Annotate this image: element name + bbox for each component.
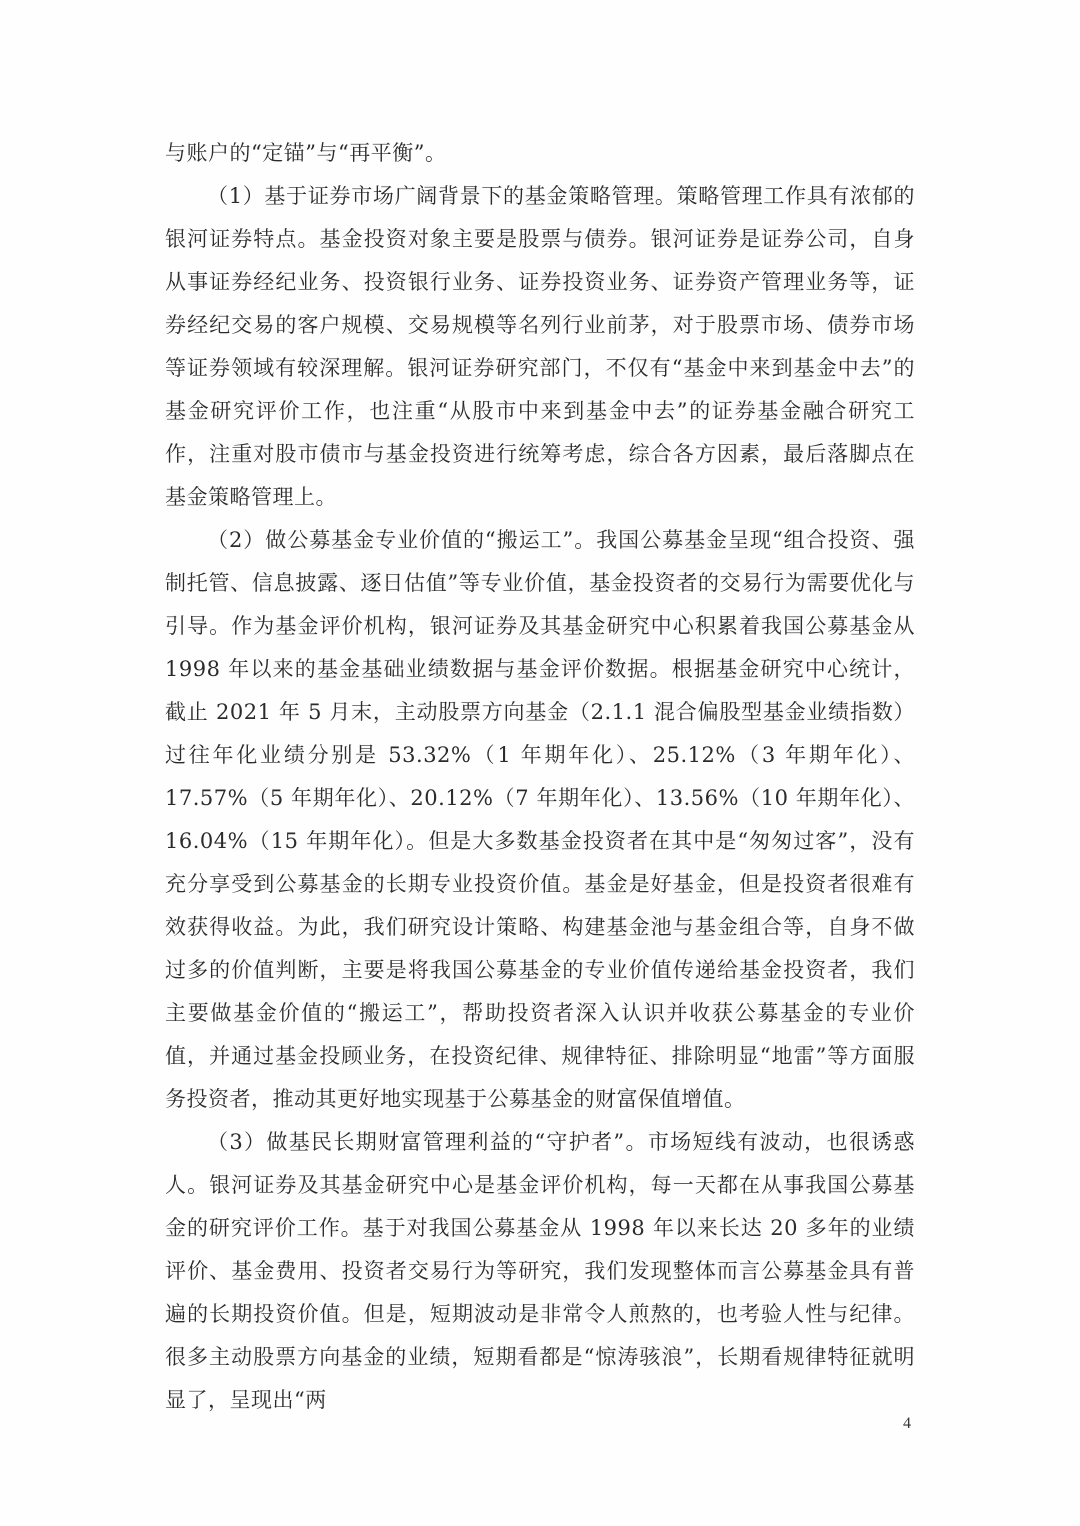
page-number: 4 xyxy=(903,1415,911,1432)
paragraph-strategy-management: （1）基于证券市场广阔背景下的基金策略管理。策略管理工作具有浓郁的银河证券特点。基金投资对象主要是股票与债券。银河证券是证券公司，自身从事证券经纪业务、投资银行业务、证券投资业务、证券资产管理业务等，证券经纪交易的客户规模、交易规模等名列行业前茅，对于股票市场、债券市场等证券领域有较深理解。银河证券研究部门，不仅有“基金中来到基金中去”的基金研究评价工作，也注重“从股市中来到基金中去”的证券基金融合研究工作，注重对股市债市与基金投资进行统筹考虑，综合各方因素，最后落脚点在基金策略管理上。 xyxy=(165,184,915,509)
paragraph-guardian: （3）做基民长期财富管理利益的“守护者”。市场短线有波动，也很诱惑人。银河证券及其基金研究中心是基金评价机构，每一天都在从事我国公募基金的研究评价工作。基于对我国公募基金从 1998 年以来长达 20 多年的业绩评价、基金费用、投资者交易行为等研究，我们发现整体而言公募基金具有普遍的长期投资价值。但是，短期波动是非常令人煎熬的，也考验人性与纪律。很多主动股票方向基金的业绩，短期看都是“惊涛骇浪”，长期看规律特征就明显了，呈现出“两 xyxy=(165,1130,915,1412)
paragraph-value-porter: （2）做公募基金专业价值的“搬运工”。我国公募基金呈现“组合投资、强制托管、信息披露、逐日估值”等专业价值，基金投资者的交易行为需要优化与引导。作为基金评价机构，银河证券及其基金研究中心积累着我国公募基金从 1998 年以来的基金基础业绩数据与基金评价数据。根据基金研究中心统计，截止 2021 年 5 月末，主动股票方向基金（2.1.1 混合偏股型基金业绩指数）过往年化业绩分别是 53.32%（1 年期年化）、25.12%（3 年期年化）、17.57%（5 年期年化）、20.12%（7 年期年化）、13.56%（10 年期年化）、16.04%（15 年期年化）。但是大多数基金投资者在其中是“匆匆过客”，没有充分享受到公募基金的长期专业投资价值。基金是好基金，但是投资者很难有效获得收益。为此，我们研究设计策略、构建基金池与基金组合等，自身不做过多的价值判断，主要是将我国公募基金的专业价值传递给基金投资者，我们主要做基金价值的“搬运工”，帮助投资者深入认识并收获公募基金的专业价值，并通过基金投顾业务，在投资纪律、规律特征、排除明显“地雷”等方面服务投资者，推动其更好地实现基于公募基金的财富保值增值。 xyxy=(165,528,915,1111)
body-text xyxy=(165,132,915,1422)
paragraph-continuation: 与账户的“定锚”与“再平衡”。 xyxy=(165,141,447,165)
